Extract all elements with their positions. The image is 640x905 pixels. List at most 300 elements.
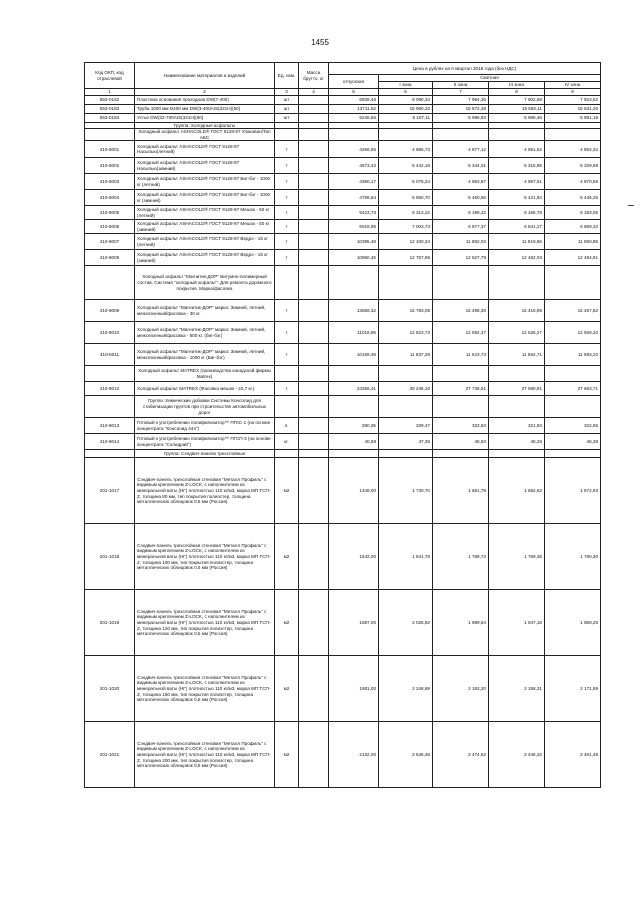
- item-mass: [299, 344, 329, 366]
- price-zone-2: 2 474,52: [433, 722, 489, 788]
- empty-cell: [379, 122, 433, 129]
- price-zone-2: 11 623,73: [433, 344, 489, 366]
- column-number: 8: [489, 89, 545, 96]
- price-zone-2: 1 681,79: [433, 458, 489, 524]
- item-code: 201-1018: [85, 524, 135, 590]
- item-mass: [299, 190, 329, 206]
- header-price-group: Цена в рублях на II квартал 2018 года (без НДС): [329, 63, 601, 75]
- price-release: 13711,62: [329, 104, 379, 113]
- table-row: [85, 158, 601, 174]
- price-release: 4266,95: [329, 141, 379, 158]
- price-zone-4: 322,65: [545, 418, 601, 434]
- group-row: [85, 450, 601, 458]
- table-row: [85, 344, 601, 366]
- item-mass: [299, 95, 329, 104]
- item-code: 410-8004: [85, 190, 135, 206]
- subgroup-title: Холодный асфальт MATREX (производства канадской фирмы Matrex): [135, 366, 275, 382]
- price-zone-1: 2 026,92: [379, 590, 433, 656]
- item-name: Холодный асфальт "Магнитик-ДОР" марка: Зимний, летний, межсезонный/фасовка - 30 кг.: [135, 300, 275, 322]
- page-number: 1455: [311, 38, 329, 47]
- table-row: [85, 234, 601, 250]
- item-name: Сэндвич-панель трехслойная стеновая "Металл Профиль" с видимым креплением Z-LOCK, с наполнителем из минеральной ваты (НГ) плотностью 110 кг/м3, марка МП ТСП-Z, толщина 80 мм, тип покрытия полиэстер, толщина металлических облицовок 0,5 мм (Россия): [135, 458, 275, 524]
- item-unit: т: [275, 250, 299, 266]
- item-name: Труба 1000 мм D400 мм DW(3-400AIS(321Н)(50): [135, 104, 275, 113]
- empty-cell: [489, 396, 545, 418]
- item-code: 410-8003: [85, 174, 135, 190]
- price-release: 2132,00: [329, 722, 379, 788]
- price-zone-4: 6 859,32: [545, 220, 601, 234]
- empty-cell: [489, 366, 545, 382]
- header-zone-4: IV зона: [545, 82, 601, 89]
- empty-cell: [275, 450, 299, 458]
- price-zone-4: 11 850,85: [545, 234, 601, 250]
- item-unit: т: [275, 174, 299, 190]
- price-release: 5423,73: [329, 206, 379, 220]
- empty-cell: [379, 366, 433, 382]
- item-unit: т: [275, 300, 299, 322]
- header-name: Наименование материалов и изделий: [135, 63, 275, 89]
- price-zone-1: 1 730,70: [379, 458, 433, 524]
- price-zone-1: 47,36: [379, 434, 433, 450]
- price-zone-2: 1 969,64: [433, 590, 489, 656]
- item-code: 410-8013: [85, 418, 135, 434]
- item-unit: т: [275, 190, 299, 206]
- item-name: Холодный асфальт MATREX (Фасовка мешок - 22,7 кг.): [135, 382, 275, 396]
- price-zone-3: 5 421,94: [489, 190, 545, 206]
- empty-cell: [299, 122, 329, 129]
- price-zone-2: 12 592,37: [433, 322, 489, 344]
- item-unit: т: [275, 220, 299, 234]
- price-zone-1: 12 100,34: [379, 234, 433, 250]
- column-number: 5: [329, 89, 379, 96]
- price-zone-4: 11 593,22: [545, 344, 601, 366]
- item-mass: [299, 418, 329, 434]
- item-mass: [299, 234, 329, 250]
- item-mass: [299, 524, 329, 590]
- price-zone-4: 12 494,91: [545, 250, 601, 266]
- empty-cell: [489, 129, 545, 141]
- price-zone-3: 7 902,68: [489, 95, 545, 104]
- item-code: 410-8014: [85, 434, 135, 450]
- table-row: [85, 382, 601, 396]
- price-zone-4: 7 923,52: [545, 95, 601, 104]
- empty-cell: [545, 366, 601, 382]
- item-name: Сэндвич-панель трехслойная стеновая "Металл Профиль" с видимым креплением Z-LOCK, с наполнителем из минеральной ваты (НГ) плотностью 110 кг/м3, марка МП ТСП-Z, толщина 120 мм, тип покрытия полиэстер, толщина металлических облицовок 0,5 мм (Россия): [135, 590, 275, 656]
- price-zone-2: 323,53: [433, 418, 489, 434]
- item-unit: м2: [275, 722, 299, 788]
- item-mass: [299, 300, 329, 322]
- price-zone-2: 4 983,67: [433, 174, 489, 190]
- empty-cell: [275, 396, 299, 418]
- price-zone-2: 7 984,36: [433, 95, 489, 104]
- price-zone-3: 321,83: [489, 418, 545, 434]
- table-row: [85, 250, 601, 266]
- price-zone-1: 12 823,73: [379, 322, 433, 344]
- item-name: Сэндвич-панель трехслойная стеновая "Металл Профиль" с видимым креплением Z-LOCK, с наполнителем из минеральной ваты (НГ) плотностью 110 кг/м3, марка МП ТСП-Z, толщина 150 мм, тип покрытия полиэстер, толщина металлических облицовок 0,5 мм (Россия): [135, 656, 275, 722]
- header-estimate: Сметная: [379, 75, 601, 82]
- price-zone-4: 1 672,93: [545, 458, 601, 524]
- price-zone-4: 1 780,30: [545, 524, 601, 590]
- item-name: Холодный асфальт ASHACOLD® ГОСТ 9128-97 Ведро - 15 кг (летний): [135, 234, 275, 250]
- price-zone-2: 15 498,30: [433, 300, 489, 322]
- empty-cell: [299, 129, 329, 141]
- price-zone-3: 15 416,95: [489, 300, 545, 322]
- empty-cell: [85, 266, 135, 300]
- column-number: 7: [433, 89, 489, 96]
- price-zone-2: 5 450,56: [433, 190, 489, 206]
- item-mass: [299, 590, 329, 656]
- subgroup-title: Холодный асфальт ASHACOLD® ГОСТ 9128-97 Упакован/Тип АБС: [135, 129, 275, 141]
- price-zone-4: 5 329,98: [545, 158, 601, 174]
- item-code: 410-8009: [85, 300, 135, 322]
- column-number: 3: [275, 89, 299, 96]
- column-number: 1: [85, 89, 135, 96]
- price-zone-3: 6 166,78: [489, 206, 545, 220]
- group-title: Группа: Холодные асфальты: [135, 122, 275, 129]
- price-zone-1: 15 960,32: [379, 104, 433, 113]
- empty-cell: [433, 450, 489, 458]
- item-unit: м2: [275, 590, 299, 656]
- empty-cell: [489, 266, 545, 300]
- item-name: Холодный асфальт ASHACOLD® ГОСТ 9128-97 Мешок - 50 кг (летний): [135, 206, 275, 220]
- empty-cell: [433, 396, 489, 418]
- item-name: Холодный асфальт "Магнитик-ДОР" марка: Зимний, летний, межсезонный/фасовка - 1000 кг (Биг-бэг): [135, 344, 275, 366]
- price-zone-2: 1 789,73: [433, 524, 489, 590]
- header-mass: Масса брутто, кг: [299, 63, 329, 89]
- price-zone-1: 15 783,05: [379, 300, 433, 322]
- price-release: 4768,64: [329, 190, 379, 206]
- empty-cell: [299, 366, 329, 382]
- item-code: 201-1021: [85, 722, 135, 788]
- empty-cell: [299, 450, 329, 458]
- table-row: [85, 434, 601, 450]
- price-zone-4: 1 959,25: [545, 590, 601, 656]
- empty-cell: [379, 450, 433, 458]
- price-zone-4: 46,38: [545, 434, 601, 450]
- price-zone-2: 2 183,20: [433, 656, 489, 722]
- table-row: [85, 590, 601, 656]
- item-unit: т: [275, 234, 299, 250]
- empty-cell: [545, 122, 601, 129]
- empty-cell: [299, 396, 329, 418]
- item-name: Холодный асфальт ASHACOLD® ГОСТ 9128-97 Насыпью(летний): [135, 141, 275, 158]
- price-zone-3: 6 841,27: [489, 220, 545, 234]
- group-row: [85, 396, 601, 418]
- table-row: [85, 190, 601, 206]
- group-row: [85, 122, 601, 129]
- table-row: [85, 113, 601, 122]
- empty-cell: [433, 266, 489, 300]
- price-zone-2: 11 882,03: [433, 234, 489, 250]
- empty-cell: [379, 396, 433, 418]
- header-unit: Ед. изм.: [275, 63, 299, 89]
- table-row: [85, 458, 601, 524]
- item-code: 410-8005: [85, 206, 135, 220]
- price-zone-3: 5 965,45: [489, 113, 545, 122]
- price-zone-3: 12 526,27: [489, 322, 545, 344]
- price-zone-3: 1 947,18: [489, 590, 545, 656]
- price-zone-1: 329,47: [379, 418, 433, 434]
- item-name: Готовый к употреблению полифилизатор™ ПГКС-1 (на основе концентрата "Консолид 444"): [135, 418, 275, 434]
- item-unit: шт: [275, 113, 299, 122]
- item-mass: [299, 104, 329, 113]
- price-zone-3: 11 819,66: [489, 234, 545, 250]
- subgroup-row: [85, 129, 601, 141]
- price-release: 10960,45: [329, 250, 379, 266]
- empty-cell: [85, 450, 135, 458]
- table-row: [85, 95, 601, 104]
- price-zone-1: 4 966,73: [379, 141, 433, 158]
- header-zone-3: III зона: [489, 82, 545, 89]
- price-zone-4: 5 436,25: [545, 190, 601, 206]
- price-zone-1: 7 003,73: [379, 220, 433, 234]
- price-zone-4: 4 864,32: [545, 141, 601, 158]
- item-name: Холодный асфальт "Магнитик-ДОР" марка: Зимний, летний, межсезонный/фасовка - 600 кг. (биг-бэг): [135, 322, 275, 344]
- price-zone-4: 4 970,59: [545, 174, 601, 190]
- table-row: [85, 656, 601, 722]
- price-zone-4: 2 171,69: [545, 656, 601, 722]
- item-code: 410-8001: [85, 141, 135, 158]
- price-zone-2: 15 672,38: [433, 104, 489, 113]
- item-unit: т: [275, 206, 299, 220]
- price-zone-1: 11 837,29: [379, 344, 433, 366]
- empty-cell: [545, 266, 601, 300]
- item-mass: [299, 322, 329, 344]
- price-zone-3: 5 315,95: [489, 158, 545, 174]
- header-release: отпускная: [329, 75, 379, 89]
- subgroup-row: [85, 366, 601, 382]
- table-body: [85, 95, 601, 788]
- price-zone-4: 15 457,62: [545, 300, 601, 322]
- price-zone-3: 27 590,91: [489, 382, 545, 396]
- item-name: Холодный асфальт ASHACOLD® ГОСТ 9128-97 Мешок - 50 кг (зимний): [135, 220, 275, 234]
- table-row: [85, 418, 601, 434]
- price-release: 6016,95: [329, 220, 379, 234]
- item-mass: [299, 174, 329, 190]
- group-title: Группа: Сэндвич-панели трехслойные: [135, 450, 275, 458]
- item-name: Сэндвич-панель трехслойная стеновая "Металл Профиль" с видимым креплением Z-LOCK, с наполнителем из минеральной ваты (НГ) плотностью 110 кг/м3, марка МП ТСП-Z, толщина 200 мм, тип покрытия полиэстер, толщина металлических облицовок 0,5 мм (Россия): [135, 722, 275, 788]
- price-release: 280,05: [329, 418, 379, 434]
- item-code: 201-1019: [85, 590, 135, 656]
- header-zone-1: I зона: [379, 82, 433, 89]
- empty-cell: [433, 129, 489, 141]
- price-zone-1: 28 246,10: [379, 382, 433, 396]
- item-unit: шт: [275, 104, 299, 113]
- item-unit: т: [275, 141, 299, 158]
- column-number: 6: [379, 89, 433, 96]
- item-name: Холодный асфальт ASHACOLD® ГОСТ 9128-97 Биг-бэг - 1000 кг (зимний): [135, 190, 275, 206]
- price-zone-2: 4 877,12: [433, 141, 489, 158]
- price-release: 40,68: [329, 434, 379, 450]
- price-zone-3: 2 446,32: [489, 722, 545, 788]
- empty-cell: [329, 450, 379, 458]
- price-zone-2: 5 344,01: [433, 158, 489, 174]
- empty-cell: [433, 366, 489, 382]
- price-zone-3: 4 957,51: [489, 174, 545, 190]
- price-zone-1: 6 107,11: [379, 113, 433, 122]
- table-row: [85, 322, 601, 344]
- price-zone-1: 5 442,19: [379, 158, 433, 174]
- item-code: 410-8008: [85, 250, 135, 266]
- item-unit: т: [275, 322, 299, 344]
- price-zone-1: 6 313,22: [379, 206, 433, 220]
- empty-cell: [275, 122, 299, 129]
- table-row: [85, 206, 601, 220]
- empty-cell: [379, 266, 433, 300]
- price-zone-4: 12 559,32: [545, 322, 601, 344]
- item-mass: [299, 250, 329, 266]
- price-release: 10169,49: [329, 344, 379, 366]
- price-zone-4: 27 663,71: [545, 382, 601, 396]
- price-zone-3: 46,25: [489, 434, 545, 450]
- price-zone-1: 1 841,78: [379, 524, 433, 590]
- item-code: 410-8010: [85, 322, 135, 344]
- empty-cell: [329, 366, 379, 382]
- item-code: 410-8011: [85, 344, 135, 366]
- item-code: 410-8006: [85, 220, 135, 234]
- item-mass: [299, 220, 329, 234]
- price-zone-4: 15 631,25: [545, 104, 601, 113]
- price-zone-3: 4 851,52: [489, 141, 545, 158]
- item-mass: [299, 113, 329, 122]
- column-numbers-row: [85, 89, 601, 96]
- empty-cell: [545, 129, 601, 141]
- price-zone-3: 11 562,71: [489, 344, 545, 366]
- item-mass: [299, 656, 329, 722]
- item-code: 410-8002: [85, 158, 135, 174]
- item-unit: м2: [275, 524, 299, 590]
- price-release: 11016,95: [329, 322, 379, 344]
- price-table: [84, 62, 601, 788]
- item-unit: м2: [275, 458, 299, 524]
- price-zone-4: 2 461,48: [545, 722, 601, 788]
- item-code: 553-0183: [85, 104, 135, 113]
- item-mass: [299, 434, 329, 450]
- price-zone-2: 5 996,93: [433, 113, 489, 122]
- price-release: 10395,48: [329, 234, 379, 250]
- table-row: [85, 524, 601, 590]
- item-unit: м2: [275, 656, 299, 722]
- item-name: Устье DW(32-700AIS(321Н)(50): [135, 113, 275, 122]
- item-mass: [299, 158, 329, 174]
- item-unit: т: [275, 344, 299, 366]
- empty-cell: [329, 266, 379, 300]
- price-zone-2: 6 199,32: [433, 206, 489, 220]
- price-release: 13559,32: [329, 300, 379, 322]
- item-unit: л.: [275, 418, 299, 434]
- table-row: [85, 722, 601, 788]
- item-code: 553-0184: [85, 113, 135, 122]
- price-zone-3: 12 462,03: [489, 250, 545, 266]
- column-number: 4: [299, 89, 329, 96]
- price-zone-1: 5 075,24: [379, 174, 433, 190]
- empty-cell: [329, 396, 379, 418]
- price-zone-1: 2 546,49: [379, 722, 433, 788]
- empty-cell: [329, 122, 379, 129]
- header-zone-2: II зона: [433, 82, 489, 89]
- column-number: 9: [545, 89, 601, 96]
- item-mass: [299, 382, 329, 396]
- price-zone-4: 5 981,19: [545, 113, 601, 122]
- item-mass: [299, 141, 329, 158]
- price-zone-1: 2 246,69: [379, 656, 433, 722]
- price-release: 1542,00: [329, 524, 379, 590]
- empty-cell: [545, 396, 601, 418]
- price-zone-1: 8 090,34: [379, 95, 433, 104]
- price-release: 4673,42: [329, 158, 379, 174]
- item-mass: [299, 722, 329, 788]
- empty-cell: [275, 129, 299, 141]
- subgroup-row: [85, 266, 601, 300]
- table-row: [85, 300, 601, 322]
- price-release: 4360,17: [329, 174, 379, 190]
- empty-cell: [433, 122, 489, 129]
- price-zone-1: 12 757,96: [379, 250, 433, 266]
- empty-cell: [275, 266, 299, 300]
- empty-cell: [85, 129, 135, 141]
- empty-cell: [545, 450, 601, 458]
- price-zone-2: 46,50: [433, 434, 489, 450]
- header-code: Код ОКП, код отраслевой: [85, 63, 135, 89]
- price-zone-4: 6 183,05: [545, 206, 601, 220]
- item-name: Сэндвич-панель трехслойная стеновая "Металл Профиль" с видимым креплением Z-LOCK, с наполнителем из минеральной ваты (НГ) плотностью 110 кг/м3, марка МП ТСП-Z, толщина 100 мм, тип покрытия полиэстер, толщина металлических облицовок 0,5 мм (Россия): [135, 524, 275, 590]
- empty-cell: [85, 366, 135, 382]
- group-title: Группа: Химические добавки Системы Консолид для стабилизации грунтов при строительстве автомобильных дорог: [135, 396, 275, 418]
- empty-cell: [275, 366, 299, 382]
- item-name: Готовый к употреблению полифилизатор™ ПГСП-3 (на основе концентрата "Солидрай"): [135, 434, 275, 450]
- item-mass: [299, 458, 329, 524]
- empty-cell: [379, 129, 433, 141]
- table-row: [85, 104, 601, 113]
- empty-cell: [299, 266, 329, 300]
- item-code: 410-8012: [85, 382, 135, 396]
- item-code: 410-8007: [85, 234, 135, 250]
- item-code: 201-1017: [85, 458, 135, 524]
- item-unit: шт: [275, 95, 299, 104]
- price-release: 5246,66: [329, 113, 379, 122]
- empty-cell: [489, 122, 545, 129]
- price-release: 1449,00: [329, 458, 379, 524]
- price-zone-3: 1 769,35: [489, 524, 545, 590]
- item-code: 553-0182: [85, 95, 135, 104]
- item-mass: [299, 206, 329, 220]
- price-release: 1697,00: [329, 590, 379, 656]
- table-row: [85, 174, 601, 190]
- table-header: [85, 63, 601, 96]
- price-release: 6939,46: [329, 95, 379, 104]
- empty-cell: [329, 129, 379, 141]
- item-unit: кг.: [275, 434, 299, 450]
- price-zone-3: 1 662,62: [489, 458, 545, 524]
- price-zone-2: 12 527,79: [433, 250, 489, 266]
- item-unit: т: [275, 158, 299, 174]
- price-zone-3: 2 158,31: [489, 656, 545, 722]
- item-name: Пластина основания проходная DW(7-400): [135, 95, 275, 104]
- price-zone-2: 27 736,51: [433, 382, 489, 396]
- empty-cell: [489, 450, 545, 458]
- price-zone-1: 5 550,70: [379, 190, 433, 206]
- price-zone-3: 15 592,11: [489, 104, 545, 113]
- margin-mark: [628, 205, 634, 206]
- empty-cell: [85, 396, 135, 418]
- price-release: 24256,41: [329, 382, 379, 396]
- item-unit: т: [275, 382, 299, 396]
- empty-cell: [85, 122, 135, 129]
- column-number: 2: [135, 89, 275, 96]
- item-name: Холодный асфальт ASHACOLD® ГОСТ 9128-97 Биг-бэг - 1000 кг (летний): [135, 174, 275, 190]
- item-name: Холодный асфальт ASHACOLD® ГОСТ 9128-97 Насыпью(зимний): [135, 158, 275, 174]
- price-release: 1881,00: [329, 656, 379, 722]
